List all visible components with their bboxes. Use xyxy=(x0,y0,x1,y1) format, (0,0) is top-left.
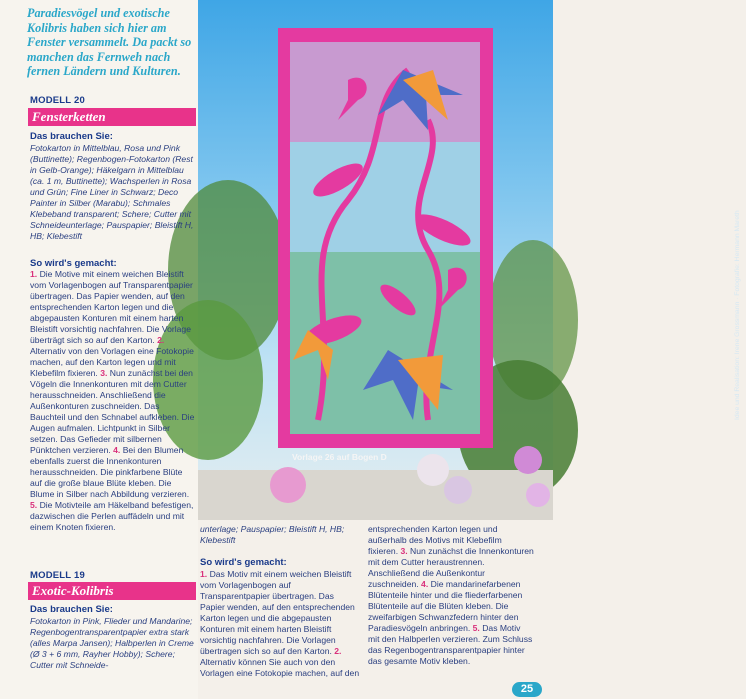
window-photo xyxy=(198,0,741,520)
model-20-title: Fensterketten xyxy=(28,108,196,126)
template-reference-label: Vorlage 26 auf Bogen D xyxy=(292,452,387,462)
step-item: 1. Die Motive mit einem weichen Bleistift vom Vorlagenbogen auf Transparentpapier übertragen. Das Papier wenden, auf den entsprechenden Karton legen und die abgepausten Konturen mit einem harten Bleistift vorsichtig nachfahren. Die Vorlage überträgt sich so auf den Karton. xyxy=(30,269,193,345)
photo-illustration xyxy=(198,0,553,520)
step-continuation: entsprechenden Karton legen und außerhalb des Motivs mit Klebefilm fixieren. xyxy=(368,524,502,556)
step-item: 4. Bei den Blumen ebenfalls zuerst die Innenkonturen herausschneiden. Die pinkfarbene Blüte auf die große blaue Blüte kleben. Die Blume in Silber nach Abbildung verzieren. xyxy=(30,445,190,499)
model-19-label: MODELL 19 xyxy=(30,570,85,581)
model-19-steps-heading: So wird's gemacht: xyxy=(200,557,287,568)
step-item: 2. Alternativ von den Vorlagen eine Fotokopie machen, auf den Karton legen und mit Klebefilm fixieren. xyxy=(30,335,194,378)
model-20-label: MODELL 20 xyxy=(30,95,85,106)
intro-text: Paradiesvögel und exotische Kolibris haben sich hier am Fenster versammelt. Da packt so manchen das Fernweh nach fernen Ländern und Kulturen. xyxy=(27,6,192,78)
step-item: 1. Das Motiv mit einem weichen Bleistift vom Vorlagenbogen auf Transparentpapier übertragen. Das Papier wenden, auf den entsprechenden Karton legen und die abgepausten Konturen mit einem harten Bleistift vorsichtig nachfahren. Die Vorlagen übertragen sich so auf den Karton. xyxy=(200,569,355,656)
model-19-materials-heading: Das brauchen Sie: xyxy=(30,604,113,615)
step-item: 2. Alternativ können Sie auch von den Vorlagen eine Fotokopie machen, auf den xyxy=(200,646,360,678)
step-item: 3. Nun zunächst bei den Vögeln die Innenkonturen mit dem Cutter herausschneiden. Anschließend die Außenkonturen zuschneiden. Das Bauchteil und den Schnabel aufkleben. Die Augen aufmalen. Lichtpunkt in Silber setzen. Das Gefieder mit silbernen Pünktchen verzieren. xyxy=(30,368,195,455)
model-19-title: Exotic-Kolibris xyxy=(28,582,196,600)
model-20-steps-heading: So wird's gemacht: xyxy=(30,258,117,269)
model-19-steps-col3 xyxy=(368,524,534,667)
photo-credit: Idee und Realisation: Irene Grossmann · Fotografie: Hermann Mareth xyxy=(734,210,741,420)
step-item: 3. Nun zunächst die Innenkonturen mit dem Cutter heraustrennen. Anschließend die Außenkontur zuschneiden. xyxy=(368,546,534,589)
step-item: 5. Das Motiv mit den Halbperlen verzieren. Zum Schluss das Regenbogentransparentpapier hinter das gesamte Motiv kleben. xyxy=(368,623,533,666)
model-20-materials-heading: Das brauchen Sie: xyxy=(30,131,113,142)
model-19-materials: Fotokarton in Pink, Flieder und Mandarine; Regenbogentransparentpapier extra stark (alles Marpa Jansen); Halbperlen in Creme (Ø 3 + 6 mm, Rayher Hobby); Schere; Cutter mit Schneide- xyxy=(30,616,194,670)
model-19-materials-continued: unterlage; Pauspapier; Bleistift H, HB; Klebestift xyxy=(200,524,345,545)
page-number-badge: 25 xyxy=(512,682,542,697)
model-20-materials: Fotokarton in Mittelblau, Rosa und Pink (Buttinette); Regenbogen-Fotokarton (Rest in Gelb-Orange); Häkelgarn in Mittelblau (ca. 1 m, Buttinette); Wachsperlen in Rosa und Grün; Fine Liner in Schwarz; Deco Painter in Silber (Marabu); Schmales Klebeband transparent; Schere; Cutter mit Schneideunterlage; Pauspapier; Bleistift H, HB; Klebestift xyxy=(30,143,194,241)
model-20-steps xyxy=(30,269,196,533)
step-item: 5. Die Motivteile am Häkelband befestigen, dazwischen die Perlen auffädeln und mit einem Knoten fixieren. xyxy=(30,500,194,532)
step-item: 4. Die mandarinefarbenen Blütenteile hinter und die fliederfarbenen Blütenteile auf die Blüten kleben. Die zweifarbigen Schwanzfedern hinter den Paradiesvögeln anbringen. xyxy=(368,579,523,633)
model-19-steps-col2 xyxy=(200,569,360,679)
